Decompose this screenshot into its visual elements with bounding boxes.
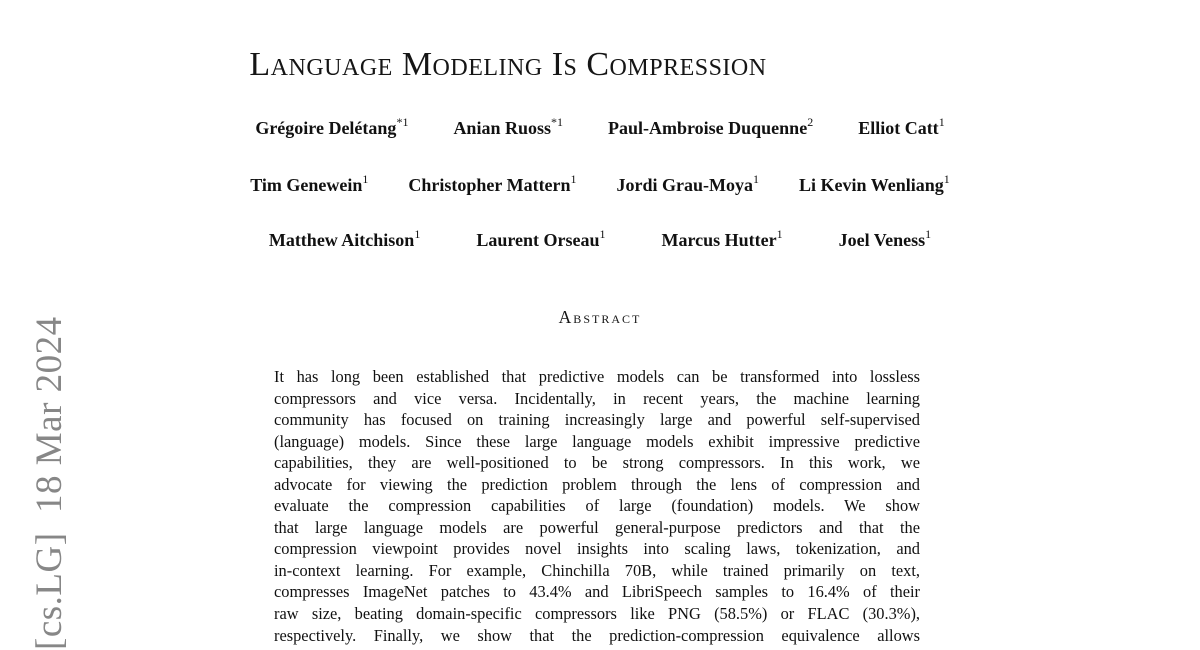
author-affiliation-sup: 1 bbox=[943, 172, 950, 186]
abstract-line: compression viewpoint provides novel insights into scaling laws, tokenization, and bbox=[274, 539, 920, 559]
author bbox=[839, 228, 932, 252]
author-name: Paul-Ambroise Duquenne bbox=[607, 118, 808, 138]
author-name: Christopher Mattern bbox=[408, 175, 571, 195]
author-affiliation-sup: 1 bbox=[753, 172, 760, 186]
author bbox=[608, 116, 813, 140]
author-name: Tim Genewein bbox=[250, 175, 363, 195]
abstract-line: advocate for viewing the prediction problem through the lens of compression and bbox=[274, 474, 920, 494]
author bbox=[453, 116, 563, 140]
abstract-line: compresses ImageNet patches to 43.4% and LibriSpeech samples to 16.4% of their bbox=[274, 582, 920, 602]
author-affiliation-sup: *1 bbox=[550, 115, 563, 129]
author bbox=[408, 173, 576, 197]
abstract-line: evaluate the compression capabilities of large (foundation) models. We show bbox=[274, 496, 920, 516]
author bbox=[799, 173, 950, 197]
abstract-line: It has long been established that predictive models can be transformed into lossless bbox=[274, 367, 920, 386]
author-name: Li Kevin Wenliang bbox=[799, 175, 944, 195]
author-affiliation-sup: 1 bbox=[599, 227, 606, 241]
author-affiliation-sup: 1 bbox=[938, 115, 945, 129]
author-row-3 bbox=[0, 228, 1200, 252]
author-name: Joel Veness bbox=[838, 230, 926, 250]
paper-title: Language Modeling Is Compression bbox=[249, 46, 767, 83]
author bbox=[617, 173, 760, 197]
author-name: Grégoire Delétang bbox=[255, 118, 397, 138]
author-row-2 bbox=[0, 173, 1200, 197]
abstract-line: that large language models are powerful general-purpose predictors and that the bbox=[274, 517, 920, 537]
arxiv-category-stamp: [cs.LG] 18 Mar 2024 bbox=[29, 316, 70, 650]
author-row-1 bbox=[0, 116, 1200, 140]
abstract-line: in-context learning. For example, Chinchilla 70B, while trained primarily on text, bbox=[274, 560, 920, 580]
author-affiliation-sup: 1 bbox=[362, 172, 369, 186]
author bbox=[250, 173, 368, 197]
abstract-line: community has focused on training increasingly large and powerful self-supervised bbox=[274, 410, 920, 430]
author-affiliation-sup: 1 bbox=[776, 227, 783, 241]
abstract-heading: Abstract bbox=[558, 307, 642, 327]
author bbox=[858, 116, 945, 140]
author bbox=[476, 228, 605, 252]
author-affiliation-sup: 2 bbox=[807, 115, 814, 129]
author bbox=[269, 228, 421, 252]
author-name: Elliot Catt bbox=[858, 118, 939, 138]
abstract-line: compressors and vice versa. Incidentally, in recent years, the machine learning bbox=[274, 388, 920, 408]
author-affiliation-sup: 1 bbox=[570, 172, 577, 186]
author-affiliation-sup: *1 bbox=[396, 115, 409, 129]
author-name: Marcus Hutter bbox=[661, 230, 777, 250]
author-affiliation-sup: 1 bbox=[925, 227, 932, 241]
author-name: Matthew Aitchison bbox=[268, 230, 415, 250]
author-name: Anian Ruoss bbox=[453, 118, 551, 138]
author bbox=[662, 228, 783, 252]
abstract-line: respectively. Finally, we show that the prediction-compression equivalence allows bbox=[274, 625, 920, 645]
abstract-line: capabilities, they are well-positioned to be strong compressors. In this work, we bbox=[274, 453, 920, 473]
abstract-line: raw size, beating domain-specific compressors like PNG (58.5%) or FLAC (30.3%), bbox=[274, 604, 920, 624]
author-affiliation-sup: 1 bbox=[414, 227, 421, 241]
abstract-body bbox=[274, 366, 920, 646]
author-name: Laurent Orseau bbox=[476, 230, 600, 250]
author-name: Jordi Grau-Moya bbox=[616, 175, 754, 195]
author bbox=[255, 116, 408, 140]
abstract-line: (language) models. Since these large language models exhibit impressive predictive bbox=[274, 431, 920, 451]
